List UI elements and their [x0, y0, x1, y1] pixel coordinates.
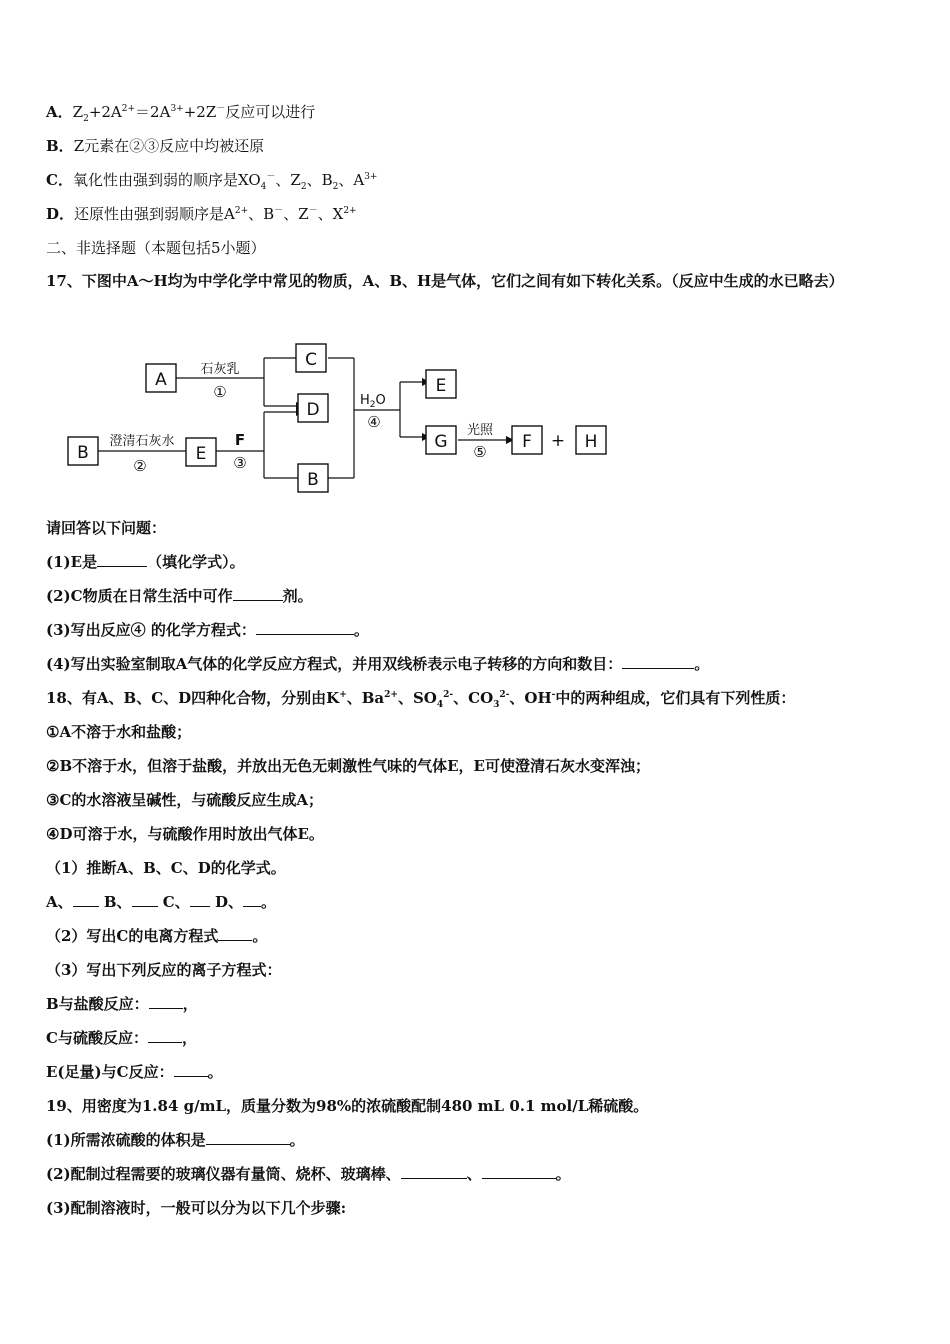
- reaction-4-reagent: $H_2O$: [360, 393, 386, 410]
- option-c: C．氧化性由强到弱的顺序是$XO_4^-$、$Z_2$、$B_2$、$A^{3+}$: [46, 171, 378, 192]
- compound-e-left-label: E: [195, 444, 207, 464]
- reaction-3-reagent: F: [234, 431, 246, 449]
- q18-reaction-3: E(足量)与C反应： 。: [46, 1063, 223, 1081]
- answer-blank[interactable]: [149, 994, 183, 1009]
- reaction-5-reagent: 光照: [466, 423, 494, 438]
- q18-clue-3: ③C的水溶液呈碱性，与硫酸反应生成A；: [46, 791, 324, 809]
- q18-clue-2: ②B不溶于水，但溶于盐酸，并放出无色无刺激性气味的气体E，E可使澄清石灰水变浑浊；: [46, 757, 650, 775]
- compound-g-label: G: [434, 432, 448, 452]
- option-b: B．Z元素在②③反应中均被还原: [46, 137, 265, 155]
- q18-clue-4: ④D可溶于水，与硫酸作用时放出气体E。: [46, 825, 324, 843]
- q17-part4: (4)写出实验室制取A气体的化学反应方程式，并用双线桥表示电子转移的方向和数目： 。: [46, 655, 710, 673]
- answer-blank[interactable]: [73, 892, 99, 907]
- compound-f-label: F: [522, 432, 532, 452]
- answer-blank[interactable]: [148, 1028, 182, 1043]
- answer-blank[interactable]: [97, 552, 147, 567]
- q18-stem: 18、有A、B、C、D四种化合物，分别由K+、$Ba^{2+}$、$SO_4^{2-}$、$CO_3^{2-}$、OH-中的两种组成，它们具有下列性质：: [46, 689, 796, 710]
- reaction-2-reagent: 澄清石灰水: [109, 434, 175, 449]
- answer-blank[interactable]: [622, 654, 694, 669]
- q19-part3: (3)配制溶液时，一般可以分为以下几个步骤:: [46, 1199, 347, 1217]
- q18-sub-2: （2）写出C的电离方程式 。: [46, 927, 268, 945]
- answer-blank[interactable]: [206, 1130, 290, 1145]
- q17-prompt: 请回答以下问题：: [46, 519, 167, 537]
- compound-c-label: C: [305, 350, 317, 370]
- reaction-4-number: ④: [367, 413, 381, 431]
- compound-a-label: A: [155, 370, 167, 390]
- q18-reaction-2: C与硫酸反应： ，: [46, 1029, 197, 1047]
- answer-blank[interactable]: [190, 892, 210, 907]
- option-d: D．还原性由强到弱顺序是$A^{2+}$、B－、Z－、$X^{2+}$: [46, 205, 357, 223]
- reaction-1-reagent: 石灰乳: [200, 362, 240, 377]
- answer-blank[interactable]: [218, 926, 252, 941]
- compound-b-right-label: B: [307, 470, 319, 490]
- q17-part1: (1)E是 （填化学式）。: [46, 553, 245, 571]
- reaction-1-number: ①: [213, 383, 227, 401]
- reaction-5-number: ⑤: [473, 443, 487, 461]
- answer-blank[interactable]: [174, 1062, 208, 1077]
- q17-part2: (2)C物质在日常生活中可作 剂。: [46, 587, 313, 605]
- q19-part2: (2)配制过程需要的玻璃仪器有量筒、烧杯、玻璃棒、 、 。: [46, 1165, 571, 1183]
- q18-sub-3: （3）写出下列反应的离子方程式：: [46, 961, 282, 979]
- q17-stem: 17、下图中A～H均为中学化学中常见的物质，A、B、H是气体，它们之间有如下转化关系。（反应中生成的水已略去）: [46, 272, 844, 290]
- option-a: A．$Z_2+2A^{2+}=2A^{3+}+2Z^-$反应可以进行: [46, 103, 316, 124]
- answer-blank[interactable]: [482, 1164, 556, 1179]
- answer-blank[interactable]: [233, 586, 283, 601]
- q19-stem: 19、用密度为1.84 g/mL，质量分数为98%的浓硫酸配制480 mL 0.1 mol/L稀硫酸。: [46, 1097, 649, 1115]
- compound-h-label: H: [584, 432, 598, 452]
- reaction-3-number: ③: [233, 454, 247, 472]
- q19-part1: (1)所需浓硫酸的体积是 。: [46, 1131, 305, 1149]
- compound-b-left-label: B: [77, 443, 89, 463]
- compound-d-label: D: [306, 400, 320, 420]
- answer-blank[interactable]: [401, 1164, 467, 1179]
- q17-part3: (3)写出反应④ 的化学方程式： 。: [46, 621, 369, 639]
- reaction-diagram: [60, 340, 620, 500]
- section-heading: 二、非选择题（本题包括5小题）: [46, 239, 266, 257]
- q18-answer-blanks: A、 B、 C、 D、 。: [46, 893, 277, 911]
- reaction-2-number: ②: [133, 457, 147, 475]
- q18-sub-1: （1）推断A、B、C、D的化学式。: [46, 859, 286, 877]
- answer-blank[interactable]: [256, 620, 354, 635]
- plus-sign: +: [550, 431, 566, 451]
- compound-e-label: E: [435, 376, 447, 396]
- answer-blank[interactable]: [132, 892, 158, 907]
- answer-blank[interactable]: [243, 892, 261, 907]
- q18-reaction-1: B与盐酸反应： ，: [46, 995, 198, 1013]
- q18-clue-1: ①A不溶于水和盐酸；: [46, 723, 192, 741]
